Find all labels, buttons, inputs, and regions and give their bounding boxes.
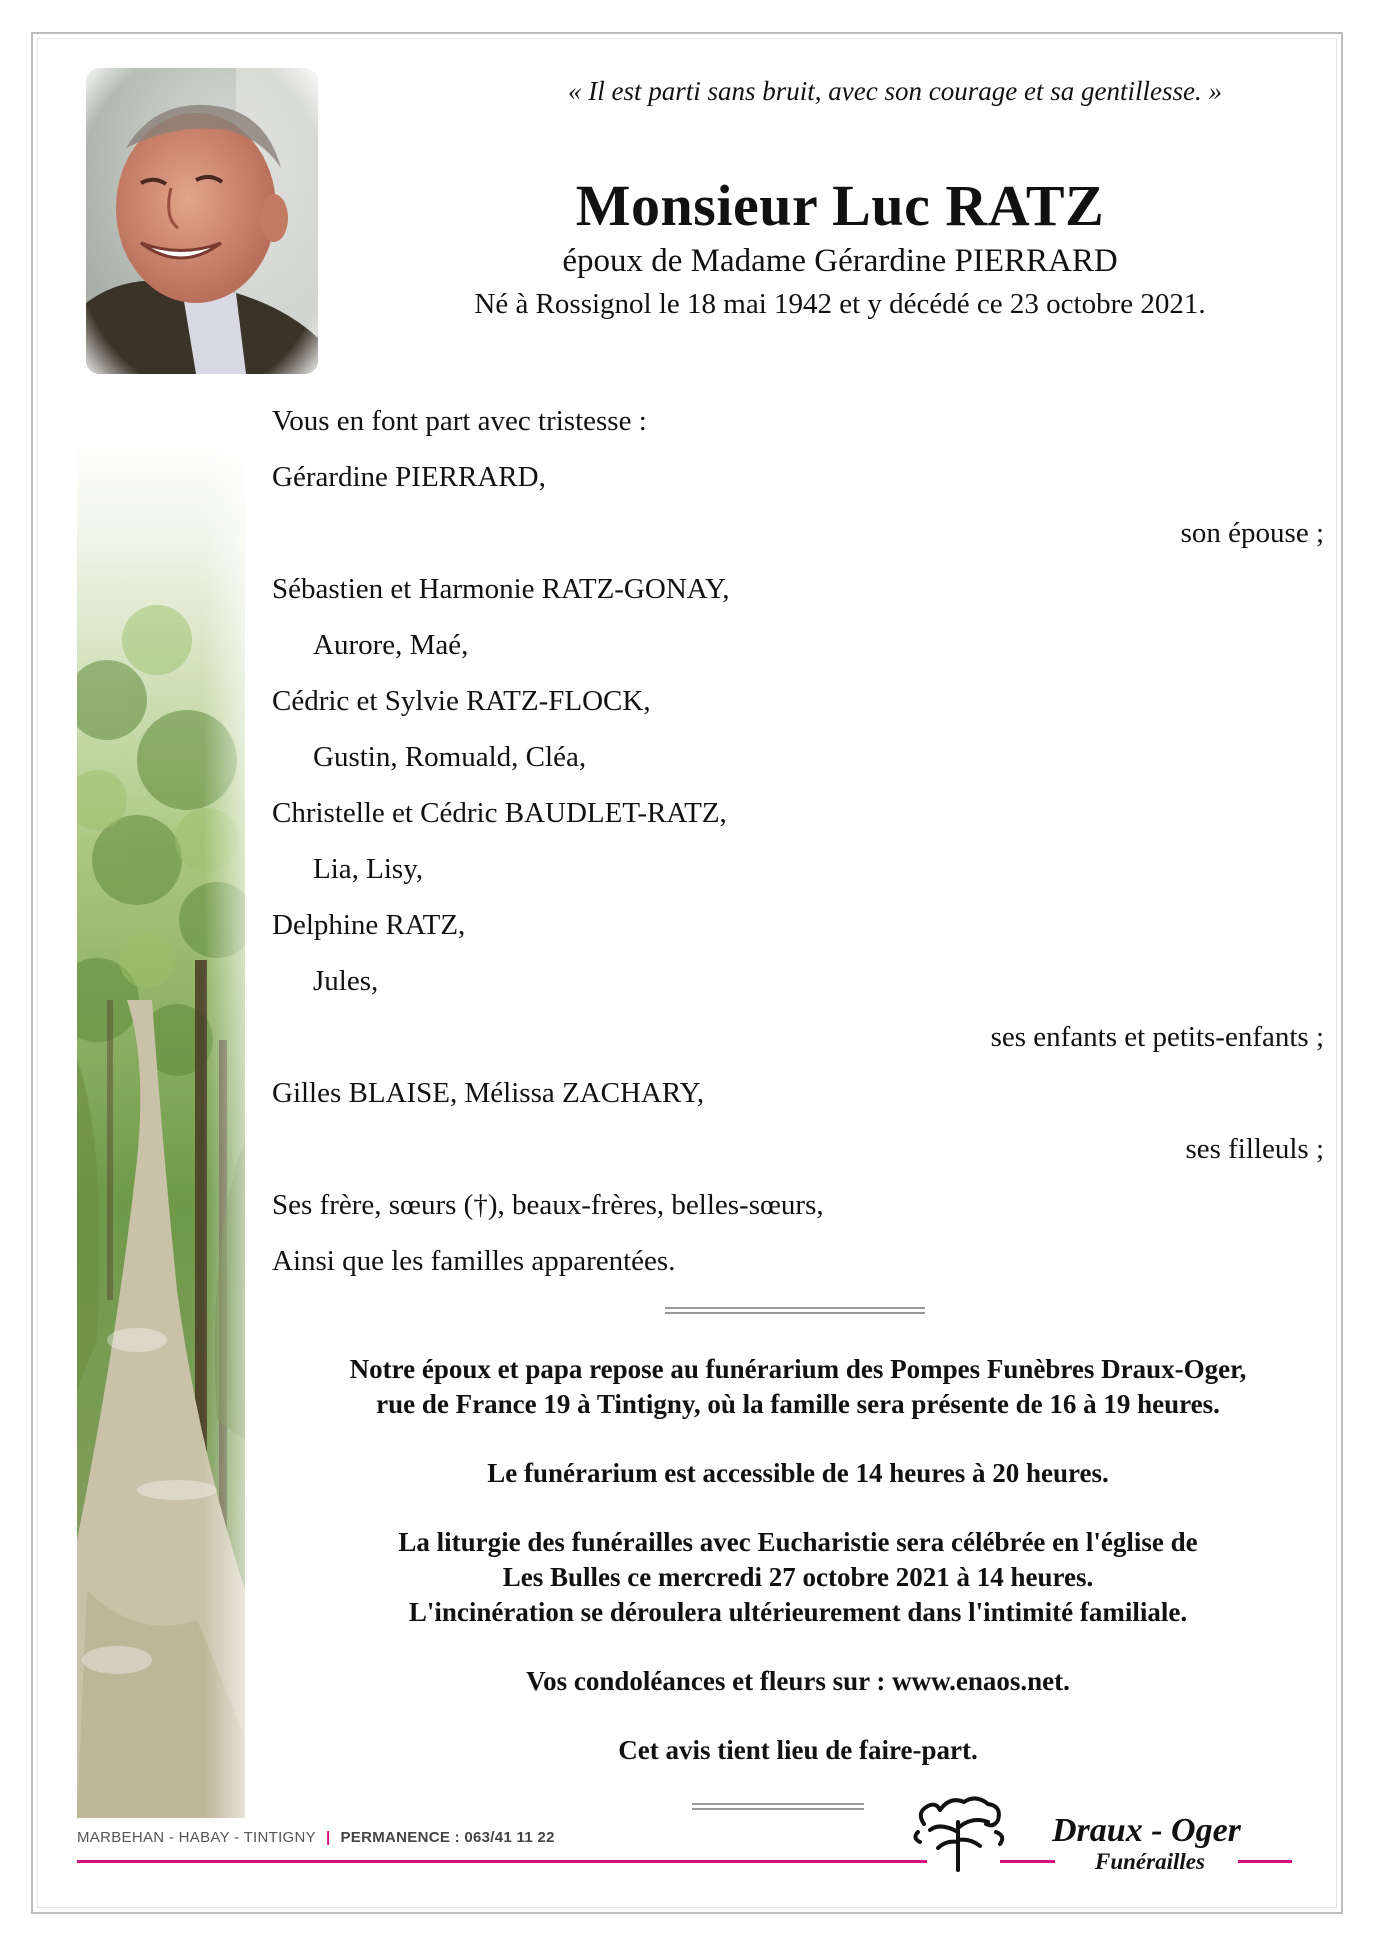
spouse-line: époux de Madame Gérardine PIERRARD [562, 243, 1118, 279]
announcement-line: Sébastien et Harmonie RATZ-GONAY, [272, 573, 730, 605]
announcement-relation: ses filleuls ; [1185, 1133, 1324, 1165]
footer-locations: MARBEHAN - HABAY - TINTIGNY [77, 1829, 316, 1846]
footer-accent-line [1238, 1860, 1292, 1863]
info-funerarium-line1: Notre époux et papa repose au funérarium des Pompes Funèbres Draux-Oger, [349, 1354, 1247, 1384]
info-liturgy-line1: La liturgie des funérailles avec Eucharistie sera célébrée en l'église de [398, 1527, 1198, 1557]
announcement-line: Cédric et Sylvie RATZ-FLOCK, [272, 685, 651, 717]
logo-title: Draux - Oger [1052, 1812, 1241, 1849]
announcement-grandchildren: Lia, Lisy, [313, 853, 424, 885]
info-notice: Cet avis tient lieu de faire-part. [618, 1735, 978, 1765]
section-divider [665, 1307, 925, 1314]
announcement-line: Gérardine PIERRARD, [272, 461, 546, 493]
birth-death-line: Né à Rossignol le 18 mai 1942 et y décédé ce 23 octobre 2021. [474, 288, 1206, 320]
info-cremation: L'incinération se déroulera ultérieurement dans l'intimité familiale. [408, 1597, 1188, 1627]
announcement-line: Ainsi que les familles apparentées. [272, 1245, 676, 1277]
announcement-grandchildren: Aurore, Maé, [313, 629, 469, 661]
deceased-name: Monsieur Luc RATZ [575, 173, 1105, 238]
info-hours: Le funérarium est accessible de 14 heures à 20 heures. [487, 1458, 1109, 1488]
announcement-line: Gilles BLAISE, Mélissa ZACHARY, [272, 1077, 705, 1109]
family-announcement [272, 393, 1324, 1289]
epitaph-quote: « Il est parti sans bruit, avec son courage et sa gentillesse. » [568, 76, 1222, 106]
announcement-relation: son épouse ; [1180, 517, 1324, 549]
footer-contact [77, 1829, 555, 1846]
announcement-grandchildren: Gustin, Romuald, Cléa, [313, 741, 587, 773]
portrait-photo [86, 68, 318, 374]
logo-subtitle: Funérailles [1095, 1849, 1205, 1874]
info-liturgy-line2: Les Bulles ce mercredi 27 octobre 2021 à 14 heures. [502, 1562, 1094, 1592]
announcement-line: Vous en font part avec tristesse : [272, 405, 647, 437]
tree-logo-icon [910, 1792, 1010, 1872]
funeral-info [272, 1352, 1324, 1768]
footer-permanence: PERMANENCE : 063/41 11 22 [340, 1829, 555, 1846]
forest-path-photo [77, 440, 245, 1818]
announcement-grandchildren: Jules, [313, 965, 379, 997]
footer-divider [692, 1803, 864, 1810]
footer-separator: | [325, 1829, 331, 1846]
announcement-line: Christelle et Cédric BAUDLET-RATZ, [272, 797, 727, 829]
footer-accent-line [77, 1860, 927, 1863]
announcement-line: Ses frère, sœurs (†), beaux-frères, belles-sœurs, [272, 1189, 824, 1221]
announcement-relation: ses enfants et petits-enfants ; [990, 1021, 1324, 1053]
info-condolences: Vos condoléances et fleurs sur : www.enaos.net. [526, 1666, 1070, 1696]
info-funerarium-line2: rue de France 19 à Tintigny, où la famille sera présente de 16 à 19 heures. [376, 1389, 1220, 1419]
announcement-line: Delphine RATZ, [272, 909, 466, 941]
